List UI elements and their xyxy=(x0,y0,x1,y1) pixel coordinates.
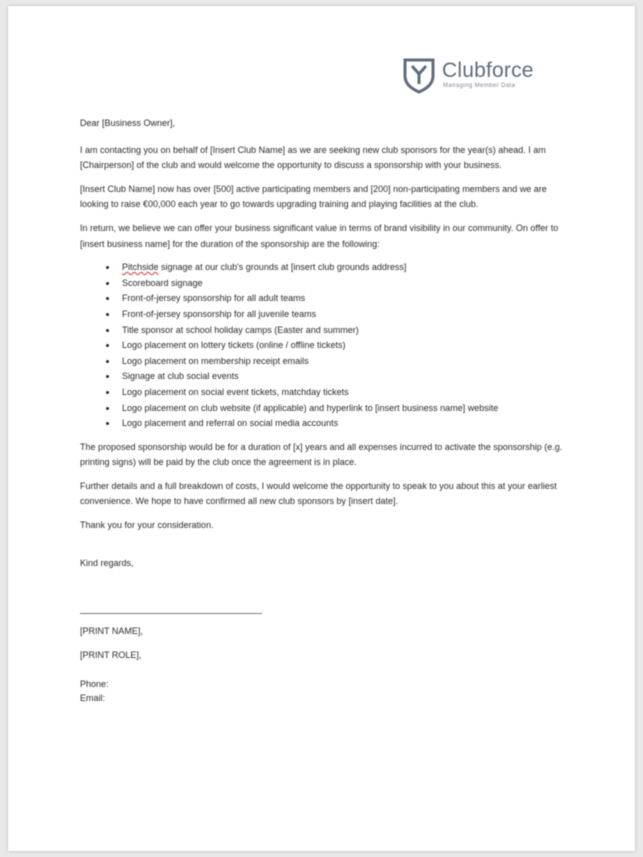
list-item: • Logo placement on social event tickets, matchday tickets xyxy=(118,385,568,401)
clubforce-logo xyxy=(402,56,534,94)
shield-logo-icon xyxy=(402,56,436,94)
list-item: • Logo placement on membership receipt emails xyxy=(118,354,568,370)
paragraph-offer: In return, we believe we can offer your business significant value in terms of brand visibility in our community. On offer to [insert business name] for the duration of the sponsorship are the following: xyxy=(80,222,559,249)
logo-tagline: Managing Member Data xyxy=(443,83,516,89)
paragraph-members: [Insert Club Name] now has over [500] active participating members and [200] non-participating members and we are looking to raise €00,000 each year to go towards upgrading training and playing facilities at the club. xyxy=(80,183,547,210)
list-item: • Logo placement on club website (if applicable) and hyperlink to [insert business name] website xyxy=(118,401,568,417)
contact-block xyxy=(80,677,568,705)
paragraph-thanks: Thank you for your consideration. xyxy=(80,520,214,531)
letter-page xyxy=(8,6,635,851)
list-item: • Signage at club social events xyxy=(118,369,568,385)
salutation: Dear [Business Owner], xyxy=(80,118,176,128)
letter-body xyxy=(80,116,568,705)
paragraph-intro: I am contacting you on behalf of [Insert Club Name] as we are seeking new club sponsors for the year(s) ahead. I am [Chairperson] of the club and would welcome the opportunity to discuss a sponsorship with your business. xyxy=(80,144,546,171)
list-item: • Logo placement and referral on social media accounts xyxy=(118,416,568,432)
logo-brand-name: Clubforce xyxy=(442,59,534,82)
list-item: • Front-of-jersey sponsorship for all juvenile teams xyxy=(118,307,568,323)
signature-line xyxy=(80,613,262,614)
phone-label: Phone: xyxy=(80,679,109,690)
print-role: [PRINT ROLE], xyxy=(80,649,142,660)
paragraph-duration: The proposed sponsorship would be for a duration of [x] years and all expenses incurred to activate the sponsorship (e.g. printing signs) will be paid by the club once the agreement is in place. xyxy=(80,441,563,468)
list-item: • Title sponsor at school holiday camps (Easter and summer) xyxy=(118,323,568,339)
list-item xyxy=(118,260,568,276)
paragraph-details: Further details and a full breakdown of costs, I would welcome the opportunity to speak to you about this at your earliest convenience. We hope to have confirmed all new club sponsors by [insert date]. xyxy=(80,480,557,507)
list-item: • Logo placement on lottery tickets (online / offline tickets) xyxy=(118,338,568,354)
offers-list xyxy=(80,260,568,432)
misspelled-word: Pitchside xyxy=(122,262,159,273)
closing: Kind regards, xyxy=(80,557,134,568)
list-item-text: signage at our club's grounds at [insert club grounds address] xyxy=(158,262,407,273)
print-name: [PRINT NAME], xyxy=(80,626,143,637)
list-item: • Front-of-jersey sponsorship for all adult teams xyxy=(118,291,568,307)
email-label: Email: xyxy=(80,693,106,704)
list-item: • Scoreboard signage xyxy=(118,276,568,292)
